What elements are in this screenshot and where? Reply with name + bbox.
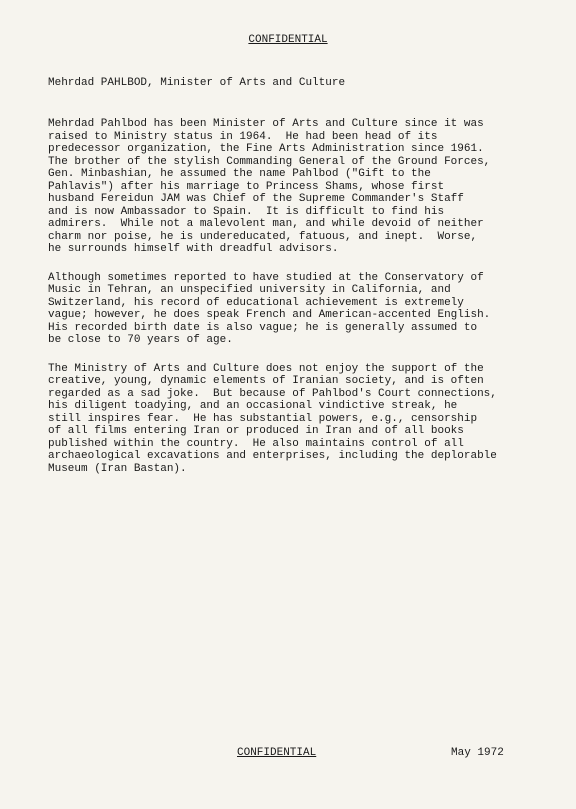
classification-header: CONFIDENTIAL xyxy=(248,34,328,46)
paragraph xyxy=(48,363,548,476)
paragraph xyxy=(48,272,548,347)
text-line: His recorded birth date is also vague; he is generally assumed to xyxy=(48,321,478,334)
text-line: regarded as a sad joke. But because of Pahlbod's Court connections, xyxy=(48,387,497,400)
text-line: husband Fereidun JAM was Chief of the Supreme Commander's Staff xyxy=(48,193,464,205)
text-line: Museum (Iran Bastan). xyxy=(48,462,187,475)
document-body xyxy=(48,118,548,491)
text-line: published within the country. He also maintains control of all xyxy=(48,437,464,450)
text-line: charm nor poise, he is undereducated, fatuous, and inept. Worse, xyxy=(48,230,478,243)
document-subject: Mehrdad PAHLBOD, Minister of Arts and Culture xyxy=(48,77,346,89)
text-line: archaeological excavations and enterprises, including the deplorable xyxy=(48,450,497,462)
text-line: admirers. While not a malevolent man, and while devoid of neither xyxy=(48,218,484,230)
text-line: Mehrdad Pahlbod has been Minister of Arts and Culture since it was xyxy=(48,118,484,130)
text-line: creative, young, dynamic elements of Iranian society, and is often xyxy=(48,375,484,387)
text-line: raised to Ministry status in 1964. He had been head of its xyxy=(48,130,438,143)
text-line: predecessor organization, the Fine Arts Administration since 1961. xyxy=(48,143,484,155)
text-line: Switzerland, his record of educational achievement is extremely xyxy=(48,296,464,309)
text-line: he surrounds himself with dreadful advisors. xyxy=(48,243,339,255)
text-line: Music in Tehran, an unspecified university in California, and xyxy=(48,284,451,296)
text-line: be close to 70 years of age. xyxy=(48,334,233,346)
text-line: still inspires fear. He has substantial powers, e.g., censorship xyxy=(48,412,478,425)
text-line: of all films entering Iran or produced in Iran and of all books xyxy=(48,425,464,437)
text-line: The brother of the stylish Commanding General of the Ground Forces, xyxy=(48,155,491,168)
text-line: Although sometimes reported to have studied at the Conservatory of xyxy=(48,271,484,284)
document-date: May 1972 xyxy=(451,747,504,759)
classification-footer: CONFIDENTIAL xyxy=(237,747,317,759)
text-line: Pahlavis") after his marriage to Princess Shams, whose first xyxy=(48,180,445,193)
text-line: vague; however, he does speak French and American-accented English. xyxy=(48,309,491,321)
text-line: his diligent toadying, and an occasional vindictive streak, he xyxy=(48,400,458,412)
paragraph xyxy=(48,118,548,256)
text-line: and is now Ambassador to Spain. It is difficult to find his xyxy=(48,205,445,218)
text-line: Gen. Minbashian, he assumed the name Pahlbod ("Gift to the xyxy=(48,168,431,180)
text-line: The Ministry of Arts and Culture does not enjoy the support of the xyxy=(48,362,484,375)
